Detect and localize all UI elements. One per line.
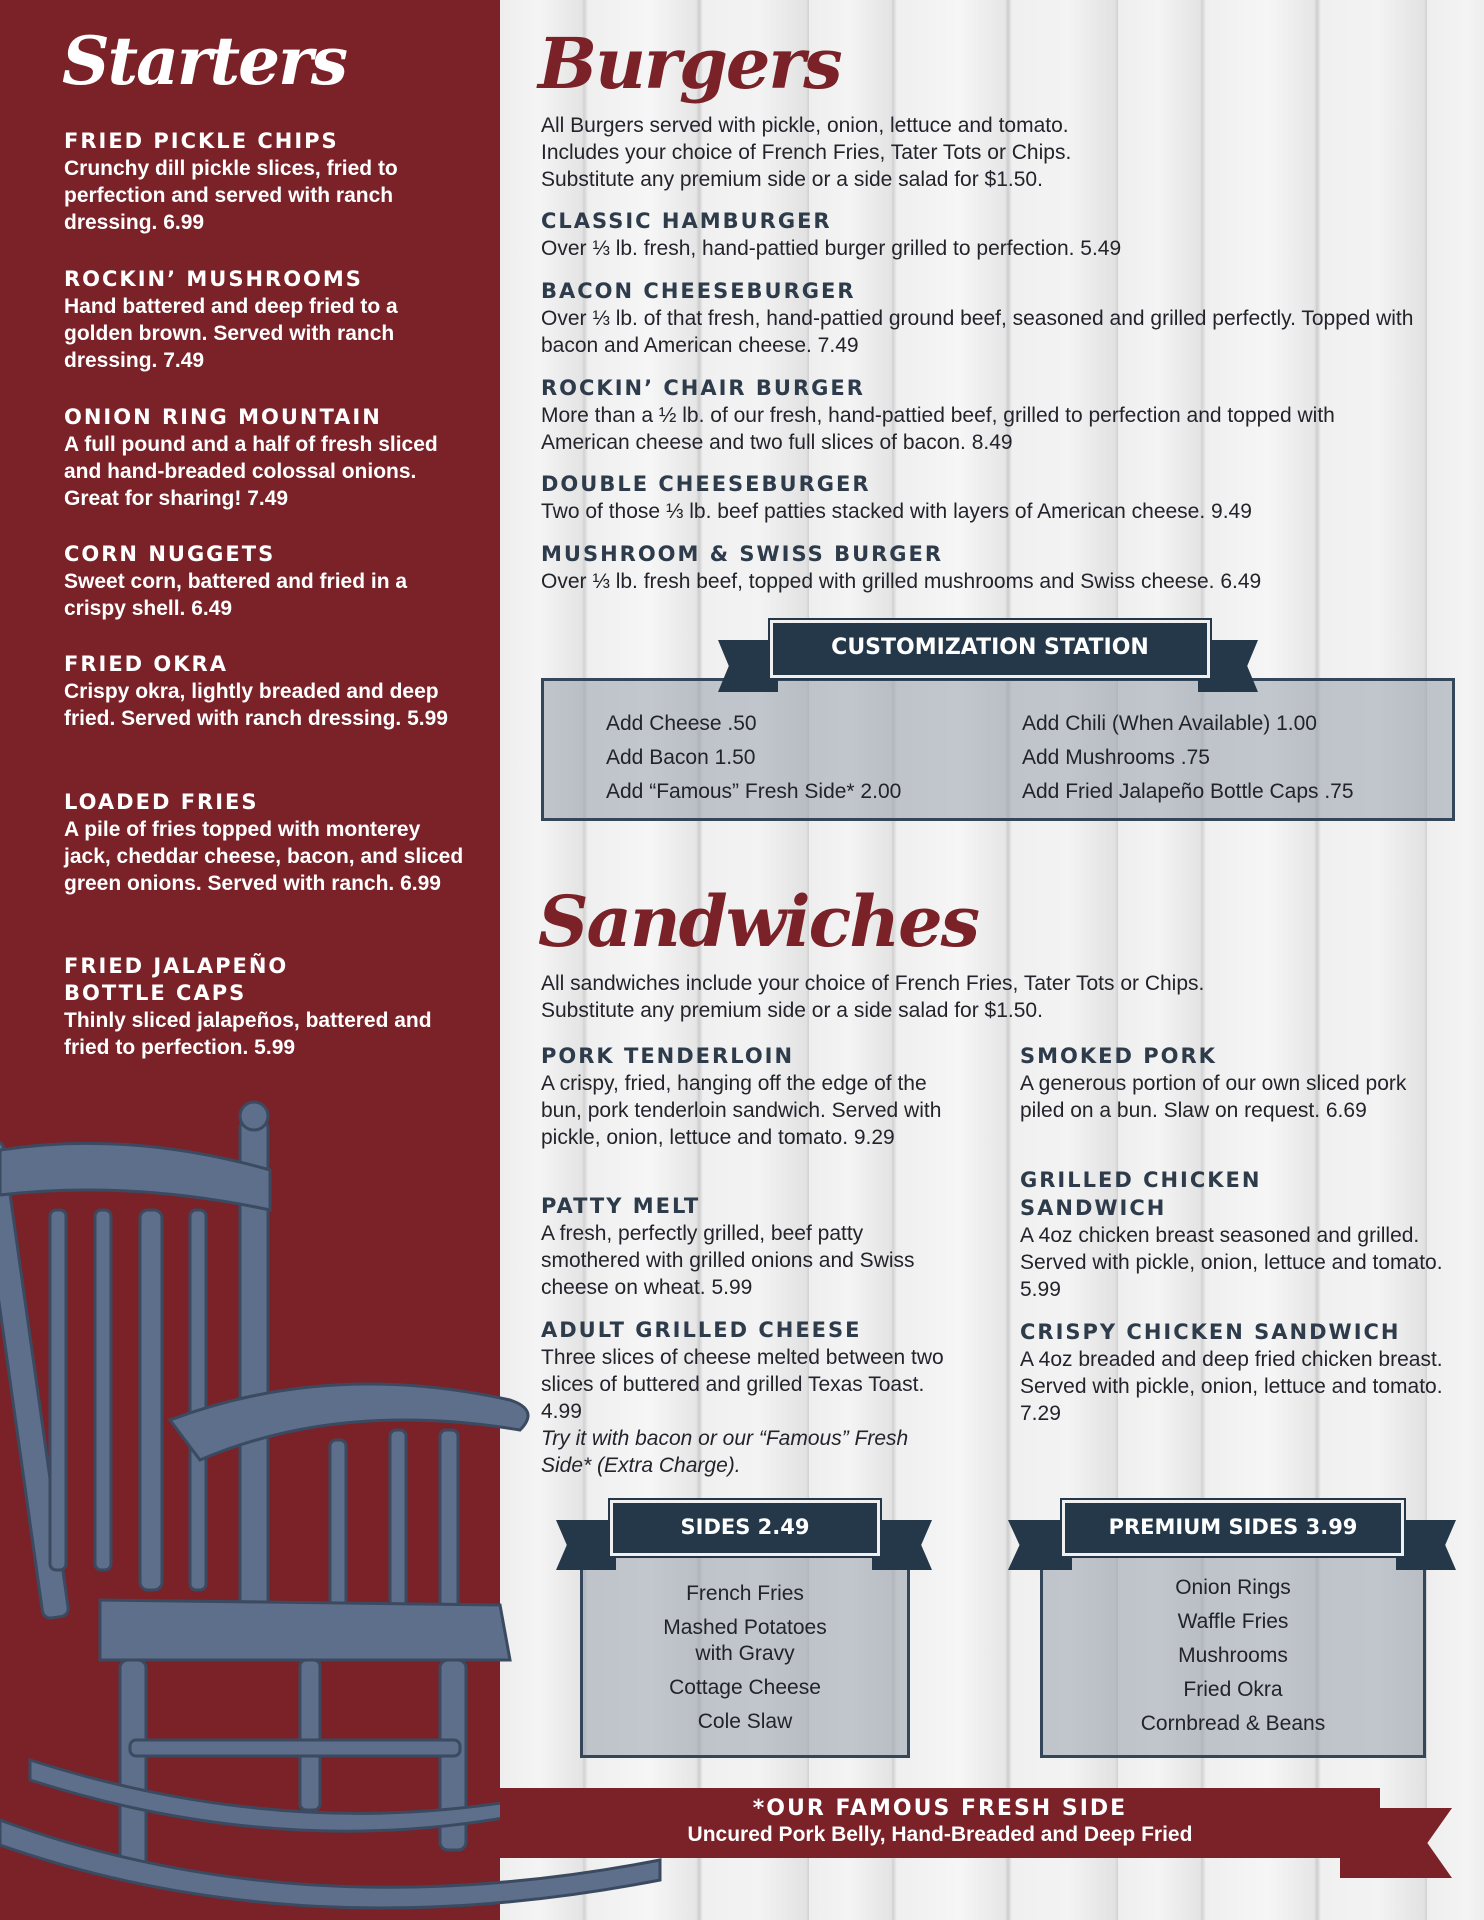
burger-desc: Over ⅓ lb. fresh, hand-pattied burger grilled to perfection. 5.49: [541, 237, 1122, 260]
sandwiches-title: Sandwiches: [538, 880, 979, 963]
sandwich-item: [1020, 1166, 1443, 1303]
starter-item: [64, 404, 464, 512]
sandwich-desc: A generous portion of our own sliced pork piled on a bun. Slaw on request. 6.69: [1020, 1072, 1407, 1122]
customization-option: Add Cheese .50: [606, 712, 757, 735]
starter-item: [64, 953, 432, 1061]
sandwich-desc: A fresh, perfectly grilled, beef patty smothered with grilled onions and Swiss cheese on wheat. 5.99: [541, 1222, 915, 1299]
premium-side-item: Cornbread & Beans: [1140, 1712, 1326, 1735]
customization-option: Add “Famous” Fresh Side* 2.00: [606, 780, 902, 803]
side-item: Mashed Potatoes with Gravy: [663, 1616, 827, 1665]
intro-line: Includes your choice of French Fries, Tater Tots or Chips.: [541, 141, 1072, 164]
sandwich-name: PATTY MELT: [541, 1194, 701, 1218]
burger-desc: More than a ½ lb. of our fresh, hand-pattied beef, grilled to perfection and topped with American cheese and two full slices of bacon. 8.49: [541, 404, 1335, 454]
burger-name: MUSHROOM & SWISS BURGER: [541, 542, 944, 566]
customization-banner: CUSTOMIZATION STATION: [770, 620, 1210, 678]
burger-item: [541, 207, 1441, 262]
burger-name: ROCKIN’ CHAIR BURGER: [541, 376, 865, 400]
starter-name: FRIED PICKLE CHIPS: [64, 129, 339, 153]
sandwich-note: Try it with bacon or our “Famous” Fresh Side* (Extra Charge).: [541, 1427, 909, 1477]
starter-item: [64, 541, 464, 622]
burger-desc: Over ⅓ lb. fresh beef, topped with grilled mushrooms and Swiss cheese. 6.49: [541, 570, 1262, 593]
starter-name: ROCKIN’ MUSHROOMS: [64, 267, 363, 291]
sandwich-name: ADULT GRILLED CHEESE: [541, 1318, 862, 1342]
intro-line: Substitute any premium side or a side salad for $1.50.: [541, 168, 1043, 191]
sandwich-item: [541, 1316, 961, 1479]
side-item: Cottage Cheese: [669, 1676, 821, 1699]
burger-item: [541, 374, 1391, 456]
customization-option: Add Mushrooms .75: [1022, 746, 1210, 769]
customization-right-list: [1022, 707, 1354, 809]
starter-desc: Crunchy dill pickle slices, fried to perfection and served with ranch dressing. 6.99: [64, 157, 398, 234]
intro-line: All Burgers served with pickle, onion, lettuce and tomato.: [541, 114, 1069, 137]
starter-item: [64, 128, 464, 236]
footer-subtext: Uncured Pork Belly, Hand-Breaded and Deep Fried: [687, 1823, 1193, 1846]
sandwich-desc: A 4oz breaded and deep fried chicken breast. Served with pickle, onion, lettuce and tomato. 7.29: [1020, 1348, 1443, 1425]
burger-name: DOUBLE CHEESEBURGER: [541, 472, 871, 496]
sandwich-item: [541, 1192, 961, 1301]
sandwich-name: SMOKED PORK: [1020, 1044, 1217, 1068]
starter-desc: A pile of fries topped with monterey jack, cheddar cheese, bacon, and sliced green onions. Served with ranch. 6.99: [64, 818, 464, 895]
starter-desc: A full pound and a half of fresh sliced and hand-breaded colossal onions. Great for sharing! 7.49: [64, 433, 438, 510]
starter-desc: Crispy okra, lightly breaded and deep fried. Served with ranch dressing. 5.99: [64, 680, 448, 730]
sandwich-name: GRILLED CHICKEN SANDWICH: [1020, 1168, 1262, 1220]
starter-item: [64, 651, 464, 732]
starter-name: LOADED FRIES: [64, 790, 259, 814]
burger-name: BACON CHEESEBURGER: [541, 279, 856, 303]
starter-desc: Sweet corn, battered and fried in a crispy shell. 6.49: [64, 570, 408, 620]
starter-item: [64, 266, 464, 374]
premium-sides-banner: PREMIUM SIDES 3.99: [1062, 1500, 1404, 1556]
starter-desc: Thinly sliced jalapeños, battered and fried to perfection. 5.99: [64, 1009, 432, 1059]
footer-heading: *OUR FAMOUS FRESH SIDE: [752, 1796, 1128, 1821]
side-item: Cole Slaw: [697, 1710, 793, 1733]
sandwich-desc: Three slices of cheese melted between two slices of buttered and grilled Texas Toast. 4.99: [541, 1346, 944, 1423]
starter-item: [64, 789, 464, 897]
burger-item: [541, 277, 1441, 359]
burgers-intro: [541, 112, 1441, 193]
customization-option: Add Fried Jalapeño Bottle Caps .75: [1022, 780, 1354, 803]
premium-side-item: Fried Okra: [1183, 1678, 1283, 1701]
sandwich-desc: A 4oz chicken breast seasoned and grilled. Served with pickle, onion, lettuce and tomato. 5.99: [1020, 1224, 1443, 1301]
customization-option: Add Bacon 1.50: [606, 746, 756, 769]
premium-side-item: Mushrooms: [1178, 1644, 1288, 1667]
burger-desc: Over ⅓ lb. of that fresh, hand-pattied ground beef, seasoned and grilled perfectly. Topped with bacon and American cheese. 7.49: [541, 307, 1414, 357]
customization-left-list: [606, 707, 901, 809]
side-item: French Fries: [686, 1582, 804, 1605]
sandwich-item: [541, 1042, 961, 1151]
starter-desc: Hand battered and deep fried to a golden brown. Served with ranch dressing. 7.49: [64, 295, 398, 372]
intro-line: All sandwiches include your choice of French Fries, Tater Tots or Chips.: [541, 972, 1205, 995]
sandwich-desc: A crispy, fried, hanging off the edge of the bun, pork tenderloin sandwich. Served with pickle, onion, lettuce and tomato. 9.29: [541, 1072, 942, 1149]
starters-title: Starters: [62, 22, 347, 100]
sandwich-item: [1020, 1042, 1450, 1124]
sandwich-item: [1020, 1318, 1460, 1427]
starter-name: FRIED JALAPEÑO BOTTLE CAPS: [64, 954, 289, 1005]
starter-name: FRIED OKRA: [64, 652, 228, 676]
burger-item: [541, 540, 1441, 595]
sandwiches-intro: [541, 970, 1441, 1024]
customization-box: [541, 678, 1455, 821]
starter-name: ONION RING MOUNTAIN: [64, 405, 382, 429]
premium-sides-box: [1040, 1540, 1426, 1758]
sides-banner: SIDES 2.49: [610, 1500, 880, 1556]
burger-item: [541, 470, 1441, 525]
intro-line: Substitute any premium side or a side salad for $1.50.: [541, 999, 1043, 1022]
burgers-title: Burgers: [538, 22, 841, 105]
sides-box: [580, 1540, 910, 1758]
premium-side-item: Waffle Fries: [1177, 1610, 1289, 1633]
fresh-side-footer: [500, 1788, 1380, 1858]
customization-option: Add Chili (When Available) 1.00: [1022, 712, 1317, 735]
sandwich-name: PORK TENDERLOIN: [541, 1044, 795, 1068]
starter-name: CORN NUGGETS: [64, 542, 276, 566]
premium-side-item: Onion Rings: [1175, 1576, 1291, 1599]
burger-desc: Two of those ⅓ lb. beef patties stacked with layers of American cheese. 9.49: [541, 500, 1252, 523]
sandwich-name: CRISPY CHICKEN SANDWICH: [1020, 1320, 1401, 1344]
burger-name: CLASSIC HAMBURGER: [541, 209, 832, 233]
